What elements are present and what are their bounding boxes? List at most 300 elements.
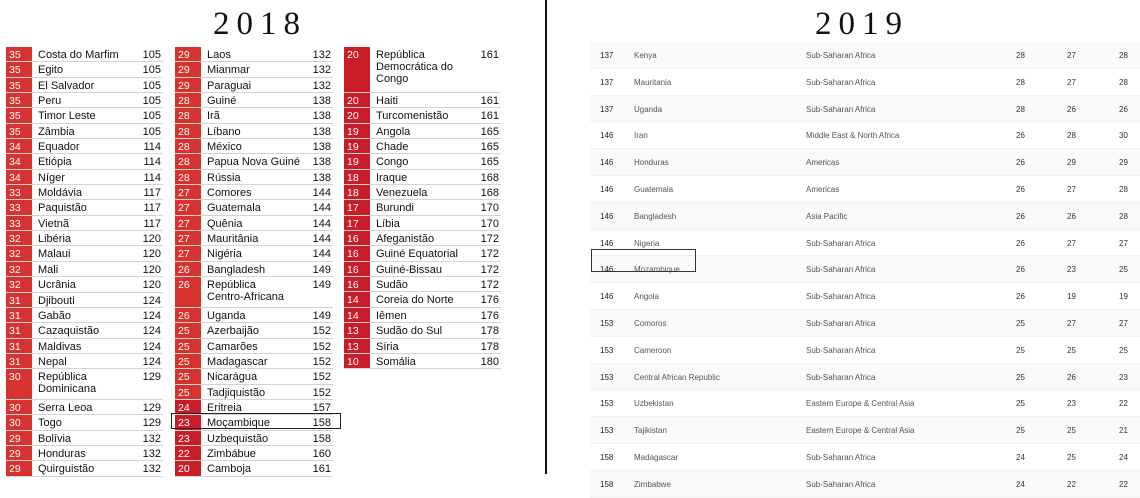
score-badge: 19 (344, 154, 370, 168)
rank-value: 120 (142, 263, 161, 276)
rank-value: 172 (480, 248, 499, 261)
score-2017: 27 (1119, 318, 1128, 328)
rank-value: 124 (142, 355, 161, 368)
score-badge: 16 (344, 246, 370, 260)
score-badge: 25 (175, 323, 201, 337)
rank-value: 120 (142, 279, 161, 292)
score-2018: 26 (1067, 211, 1076, 221)
ranking-2018-row (175, 216, 333, 231)
score-badge: 25 (175, 339, 201, 353)
rank-value: 105 (142, 49, 161, 61)
rank-value: 178 (480, 325, 499, 338)
country-name: Uganda (634, 104, 663, 114)
rank-value: 165 (480, 141, 499, 154)
rank-value: 105 (142, 125, 161, 138)
ranking-2018-row (175, 339, 333, 354)
country-name: Costa do Marfim (38, 49, 119, 61)
ranking-2018-row (175, 262, 333, 277)
score-2017: 29 (1119, 158, 1128, 168)
ranking-2018-row (6, 277, 163, 292)
region-name: Sub-Saharan Africa (806, 104, 876, 114)
region-name: Eastern Europe & Central Asia (806, 399, 915, 409)
rank-value: 152 (312, 340, 331, 353)
score-2019: 24 (1016, 479, 1025, 489)
country-name: Maldivas (38, 340, 82, 353)
rank-value: 160 (312, 447, 331, 460)
country-name: Quênia (207, 217, 243, 230)
ranking-2018-row (344, 216, 501, 231)
score-badge: 34 (6, 139, 32, 153)
country-name: Nicarágua (207, 371, 258, 384)
score-badge: 16 (344, 231, 370, 245)
country-name: Líbano (207, 125, 241, 138)
country-name: Uganda (207, 309, 246, 322)
score-badge: 19 (344, 139, 370, 153)
rank-value: 146 (600, 265, 614, 275)
country-name: Bangladesh (634, 211, 677, 221)
score-badge: 14 (344, 292, 370, 306)
score-2018: 26 (1067, 104, 1076, 114)
country-name: Madagascar (634, 452, 679, 462)
rank-value: 138 (312, 125, 331, 138)
rank-value: 153 (600, 372, 614, 382)
rank-value: 132 (142, 432, 161, 445)
country-name: Uzbekistan (634, 399, 674, 409)
country-name: Iran (634, 131, 648, 141)
country-name: Guiné (207, 95, 237, 108)
ranking-2018-row (6, 231, 163, 246)
rank-value: 158 (600, 479, 614, 489)
region-name: Middle East & North Africa (806, 131, 900, 141)
rank-value: 105 (142, 64, 161, 77)
country-name: Central African Republic (634, 372, 720, 382)
region-name: Asia Pacific (806, 211, 848, 221)
ranking-2018-row (344, 200, 501, 215)
country-name: Cameroon (634, 345, 672, 355)
ranking-2018-row (6, 262, 163, 277)
rank-value: 161 (480, 49, 499, 61)
rank-value: 144 (312, 187, 331, 200)
score-badge: 23 (175, 415, 201, 429)
score-badge: 35 (6, 62, 32, 76)
rank-value: 138 (312, 171, 331, 184)
rank-value: 138 (312, 110, 331, 123)
country-name: Nepal (38, 355, 67, 368)
country-name: Tadjiquistão (207, 386, 266, 399)
score-badge: 26 (175, 308, 201, 322)
country-name: Angola (376, 125, 411, 138)
ranking-2018-row (6, 446, 163, 461)
score-badge: 29 (6, 446, 32, 460)
rank-value: 138 (312, 141, 331, 154)
score-badge: 16 (344, 262, 370, 276)
score-badge: 25 (175, 354, 201, 368)
country-name: Papua Nova Guiné (207, 156, 300, 169)
rank-value: 158 (312, 417, 331, 430)
rank-value: 153 (600, 426, 614, 436)
score-badge: 10 (344, 354, 370, 368)
region-name: Sub-Saharan Africa (806, 479, 876, 489)
score-badge: 28 (175, 154, 201, 168)
region-name: Americas (806, 158, 840, 168)
ranking-2018-row (175, 354, 333, 369)
score-2019: 26 (1016, 265, 1025, 275)
country-name: Síria (376, 340, 399, 353)
rank-value: 137 (600, 51, 614, 60)
score-2018: 29 (1067, 158, 1076, 168)
country-name: Djibouti (38, 294, 75, 307)
ranking-2018-row (6, 170, 163, 185)
country-name: Uzbequistão (207, 432, 269, 445)
score-2017: 21 (1119, 426, 1128, 436)
score-2018: 27 (1067, 238, 1076, 248)
score-badge: 28 (175, 124, 201, 138)
score-badge: 29 (6, 461, 32, 475)
country-name: Mozambique (634, 265, 680, 275)
rank-value: 153 (600, 399, 614, 409)
country-name: República Dominicana (38, 371, 97, 396)
score-2019: 25 (1016, 345, 1025, 355)
panel-divider (545, 0, 547, 474)
country-name: República Democrática do Congo (376, 49, 454, 85)
ranking-2018-row (6, 369, 163, 400)
country-name: Zâmbia (38, 125, 75, 138)
ranking-2019-row (590, 337, 1140, 364)
rank-value: 117 (143, 217, 161, 230)
score-badge: 27 (175, 185, 201, 199)
rank-value: 120 (142, 233, 161, 246)
ranking-2018-row (344, 139, 501, 154)
score-2019: 26 (1016, 238, 1025, 248)
country-name: Zimbabwe (634, 479, 671, 489)
score-2018: 26 (1067, 372, 1076, 382)
score-2017: 23 (1119, 372, 1128, 382)
score-badge: 22 (175, 446, 201, 460)
ranking-2019-row (590, 122, 1140, 149)
rank-value: 158 (312, 432, 331, 445)
ranking-2019-row (590, 96, 1140, 123)
rank-value: 168 (480, 171, 499, 184)
score-badge: 23 (175, 431, 201, 445)
score-2019: 28 (1016, 51, 1025, 60)
rank-value: 165 (480, 125, 499, 138)
rank-value: 153 (600, 345, 614, 355)
score-2019: 25 (1016, 372, 1025, 382)
rank-value: 176 (480, 294, 499, 307)
country-name: Bolívia (38, 432, 72, 445)
score-badge: 31 (6, 339, 32, 353)
score-2017: 27 (1119, 238, 1128, 248)
ranking-2019-row (590, 364, 1140, 391)
ranking-2018-row (344, 292, 501, 307)
rank-value: 149 (312, 279, 331, 292)
rank-value: 178 (480, 340, 499, 353)
score-badge: 33 (6, 216, 32, 230)
score-badge: 25 (175, 369, 201, 383)
ranking-2018-row (344, 170, 501, 185)
score-2018: 27 (1067, 51, 1076, 60)
rank-value: 137 (600, 77, 614, 87)
rank-value: 144 (312, 202, 331, 215)
region-name: Sub-Saharan Africa (806, 452, 876, 462)
score-2017: 28 (1119, 184, 1128, 194)
score-badge: 27 (175, 200, 201, 214)
ranking-2019-row (590, 203, 1140, 230)
score-badge: 28 (175, 93, 201, 107)
ranking-2018-row (6, 415, 163, 430)
score-badge: 33 (6, 200, 32, 214)
score-badge: 26 (175, 262, 201, 276)
country-name: Guiné-Bissau (376, 263, 443, 276)
country-name: Tajikistan (634, 426, 667, 436)
score-badge: 31 (6, 354, 32, 368)
country-name: Venezuela (376, 187, 428, 200)
score-badge: 13 (344, 323, 370, 337)
score-2017: 19 (1119, 292, 1128, 302)
country-name: Kenya (634, 51, 657, 60)
score-badge: 29 (175, 47, 201, 61)
ranking-2018-row (6, 293, 163, 308)
country-name: Mianmar (207, 64, 250, 77)
score-badge: 30 (6, 369, 32, 399)
rank-value: 144 (312, 248, 331, 261)
score-2019: 26 (1016, 211, 1025, 221)
score-badge: 28 (175, 108, 201, 122)
rank-value: 132 (312, 49, 331, 61)
score-2019: 24 (1016, 452, 1025, 462)
ranking-2018-row (175, 170, 333, 185)
country-name: Honduras (38, 447, 86, 460)
country-name: Egito (38, 64, 64, 77)
rank-value: 105 (142, 95, 161, 108)
score-badge: 34 (6, 170, 32, 184)
rank-value: 152 (312, 325, 331, 338)
ranking-2018-row (6, 47, 163, 62)
country-name: Peru (38, 95, 62, 108)
rank-value: 132 (312, 64, 331, 77)
rank-value: 146 (600, 131, 614, 141)
ranking-2018-row (344, 246, 501, 261)
score-badge: 17 (344, 200, 370, 214)
rank-value: 129 (142, 401, 161, 414)
region-name: Sub-Saharan Africa (806, 292, 876, 302)
score-badge: 30 (6, 415, 32, 429)
ranking-2019-row (590, 444, 1140, 471)
rank-value: 161 (480, 110, 499, 123)
ranking-2018-row (6, 200, 163, 215)
score-2018: 27 (1067, 318, 1076, 328)
region-name: Eastern Europe & Central Asia (806, 426, 915, 436)
country-name: Madagascar (207, 355, 268, 368)
country-name: Moldávia (38, 187, 83, 200)
ranking-2018-row (344, 262, 501, 277)
country-name: Iraque (376, 171, 408, 184)
region-name: Sub-Saharan Africa (806, 372, 876, 382)
region-name: Sub-Saharan Africa (806, 77, 876, 87)
country-name: Comoros (634, 318, 667, 328)
score-badge: 20 (344, 93, 370, 107)
ranking-2018-row (175, 93, 333, 108)
rank-value: 172 (480, 279, 499, 292)
score-badge: 32 (6, 231, 32, 245)
score-badge: 20 (175, 461, 201, 475)
country-name: Congo (376, 156, 409, 169)
score-badge: 29 (6, 431, 32, 445)
ranking-2018-row (175, 78, 333, 93)
score-badge: 29 (175, 78, 201, 92)
country-name: Moçambique (207, 417, 270, 430)
rank-value: 105 (142, 79, 161, 92)
score-badge: 20 (344, 108, 370, 122)
year-2019-heading: 2019 (815, 6, 909, 42)
region-name: Sub-Saharan Africa (806, 238, 876, 248)
country-name: Chade (376, 141, 409, 154)
score-badge: 20 (344, 47, 370, 92)
region-name: Sub-Saharan Africa (806, 265, 876, 275)
score-2017: 22 (1119, 479, 1128, 489)
score-badge: 35 (6, 93, 32, 107)
ranking-2018-row (175, 108, 333, 123)
country-name: Ucrânia (38, 279, 76, 292)
rank-value: 146 (600, 292, 614, 302)
score-badge: 16 (344, 277, 370, 291)
score-badge: 30 (6, 400, 32, 414)
score-badge: 17 (344, 216, 370, 230)
score-2017: 22 (1119, 399, 1128, 409)
score-2018: 22 (1067, 479, 1076, 489)
country-name: Turcomenistão (376, 110, 449, 123)
rank-value: 146 (600, 238, 614, 248)
rank-value: 132 (142, 447, 161, 460)
ranking-2018-row (175, 246, 333, 261)
ranking-2018-row (175, 461, 333, 476)
ranking-2019-row (590, 283, 1140, 310)
ranking-2018-row (6, 139, 163, 154)
score-2018: 25 (1067, 452, 1076, 462)
country-name: Laos (207, 49, 231, 61)
score-2018: 19 (1067, 292, 1076, 302)
rank-value: 149 (312, 263, 331, 276)
score-2019: 25 (1016, 399, 1025, 409)
country-name: Malaui (38, 248, 71, 261)
country-name: Haiti (376, 95, 399, 107)
country-name: Camarões (207, 340, 258, 353)
ranking-2018-row (344, 108, 501, 123)
ranking-2018-row (175, 47, 333, 62)
rank-value: 117 (143, 202, 161, 215)
rank-value: 138 (312, 95, 331, 108)
score-badge: 18 (344, 170, 370, 184)
rank-value: 152 (312, 355, 331, 368)
ranking-2018-row (175, 369, 333, 384)
score-2017: 30 (1119, 131, 1128, 141)
ranking-2018-row (344, 93, 501, 108)
ranking-2018-row (175, 200, 333, 215)
rank-value: 132 (312, 79, 331, 92)
rank-value: 114 (143, 141, 161, 154)
country-name: Coreia do Norte (376, 294, 454, 307)
country-name: Bangladesh (207, 263, 266, 276)
score-badge: 18 (344, 185, 370, 199)
country-name: Quirguistão (38, 463, 95, 476)
score-2017: 26 (1119, 104, 1128, 114)
ranking-2018-row (6, 216, 163, 231)
rank-value: 146 (600, 158, 614, 168)
ranking-2018-row (6, 124, 163, 139)
country-name: Irã (207, 110, 220, 123)
ranking-2018-row (344, 354, 501, 369)
country-name: Equador (38, 141, 80, 154)
rank-value: 172 (480, 263, 499, 276)
ranking-2018-row (175, 446, 333, 461)
country-name: Zimbábue (207, 447, 256, 460)
rank-value: 120 (142, 248, 161, 261)
year-2018-heading: 2018 (213, 6, 307, 42)
rank-value: 152 (312, 386, 331, 399)
ranking-2018-row (6, 431, 163, 446)
score-badge: 26 (175, 277, 201, 307)
country-name: Sudão (376, 279, 408, 292)
country-name: Mali (38, 263, 59, 276)
rank-value: 172 (480, 233, 499, 246)
country-name: Nigeria (634, 238, 660, 248)
score-2019: 28 (1016, 104, 1025, 114)
score-badge: 28 (175, 170, 201, 184)
ranking-2019-row (590, 390, 1140, 417)
score-badge: 24 (175, 400, 201, 414)
rank-value: 124 (142, 325, 161, 338)
country-name: Guatemala (634, 184, 674, 194)
ranking-2018-row (6, 400, 163, 415)
rank-value: 170 (480, 217, 499, 230)
score-2019: 26 (1016, 131, 1025, 141)
rank-value: 158 (600, 452, 614, 462)
rank-value: 168 (480, 187, 499, 200)
score-2018: 25 (1067, 345, 1076, 355)
rank-value: 149 (312, 309, 331, 322)
rank-value: 146 (600, 184, 614, 194)
ranking-2018-row (6, 339, 163, 354)
ranking-2019-row (590, 69, 1140, 96)
rank-value: 152 (312, 371, 331, 384)
score-badge: 27 (175, 231, 201, 245)
mozambique-2018-highlight (171, 413, 341, 429)
country-name: Paquistão (38, 202, 87, 215)
country-name: Rússia (207, 171, 241, 184)
country-name: Etiópia (38, 156, 72, 169)
score-2018: 23 (1067, 265, 1076, 275)
country-name: Cazaquistão (38, 325, 100, 338)
ranking-2018-row (344, 154, 501, 169)
rank-value: 114 (143, 156, 161, 169)
score-2017: 28 (1119, 77, 1128, 87)
rank-value: 129 (142, 371, 161, 384)
score-2019: 25 (1016, 426, 1025, 436)
country-name: Camboja (207, 463, 252, 476)
country-name: Timor Leste (38, 110, 96, 123)
ranking-2018-row (175, 231, 333, 246)
region-name: Sub-Saharan Africa (806, 51, 876, 60)
ranking-2018-row (175, 431, 333, 446)
rank-value: 161 (312, 463, 331, 476)
ranking-2018-row (175, 385, 333, 400)
mozambique-2019-highlight (591, 249, 696, 275)
rank-value: 137 (600, 104, 614, 114)
score-2018: 27 (1067, 77, 1076, 87)
country-name: Mauritania (634, 77, 672, 87)
country-name: Sudão do Sul (376, 325, 443, 338)
ranking-2018-row (6, 154, 163, 169)
